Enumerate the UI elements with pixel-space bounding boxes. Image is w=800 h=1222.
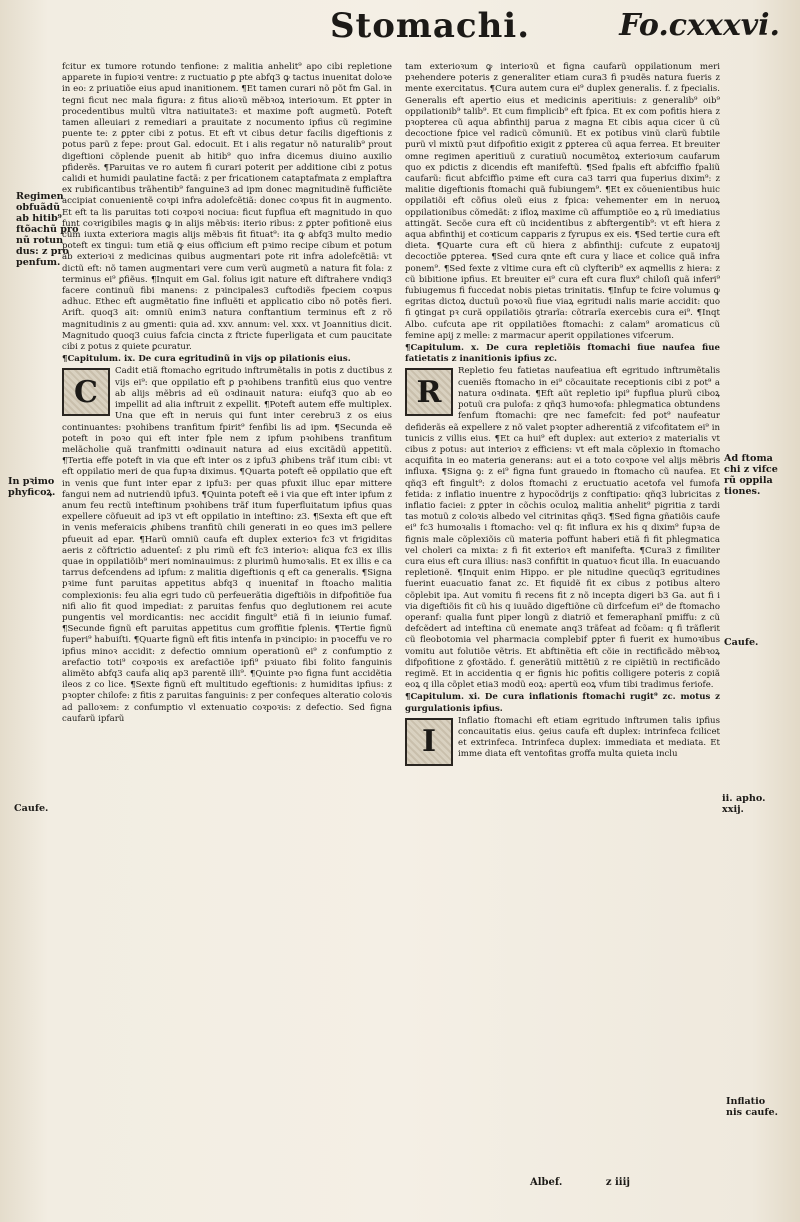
chapter-heading-9: ¶Capitulum. ix. De cura egritudinũ in vijs op pilationis eius. bbox=[62, 354, 351, 365]
right-paragraph-3-text: Inflatio ftomachi eft etiam egritudo inftrumen talis ipfius concauitatis eius. ꝯeius caufa eft duplex: intrinfeca fcilicet et extrinfeca. Intrinfeca duplex: immediata et mediata. Et imme diata eft ventofitas groffa multa quieta inclu bbox=[458, 715, 720, 760]
margin-inflatio-line1: Inflatio bbox=[726, 1096, 766, 1107]
right-paragraph-1: tam exterioꝛum ꝙ interioꝛũ et figna caufarũ oppilationum meri pꝛehendere poteris z generaliter etiam cura3 fi pꝛudẽs natura fueris z mente exercitatus. ¶Cura autem cura ei⁹ duplex generalis. f. z fpecialis. Generalis eft apertio eius et medicinis aperitiuis: z generalib⁹ oib⁹ oppilationib⁹ talib⁹. Et cum fimplicib⁹ eft fpica. Et ex com pofitis hiera z pꝛopterea cũ aqua abfinthij parua z magna Et cibis aqua cicer ũ cũ decoctione fpice vel radicũ cõmuniũ. Et ex potibus vinũ clarũ fubtile purũ vl mixtũ pꝛut difpofitio exigit z ꝑpterea cũ aqua ferrea. Et breuiter omne regimen aperitiuũ z curatiuũ nocumẽtoꝝ exterioꝛum caufarum quo ex pdictis z dicendis eft manifeftũ. ¶Sed fpalis eft abfciffio fpaliũ caufarũ: ficut abfciffio pꝛime eft cura ca3 tarri qua fuperius dixim⁹: z malitie digeftionis ftomachi quã fubiungem⁹. ¶Et ex cõuenientibus huic oppilatiõi eft cõfius oleũ eius z fpica: vehementer em in neruoꝝ oppilationibus cõmedãt: z ifloꝝ maxime cũ affumptiõe eo ꝝ rũ imediatius attingãt. Secõe cura eft cũ incidentibus z abftergentib⁹: vt eft hiera z aqua abfinthij et coꝛticum capparis z fyrupus ex eis. ¶Sed tertie cura eft dieta. ¶Quarte cura eft cũ hiera z abfinthij: cufcute z eupatoꝛij decoctiõe ꝑpterea. ¶Sed cura qnte eft cura y liace et colice quã infra ponem⁹. ¶Sed fexte z vltime cura eft cũ clyfterib⁹ ex aqmellis z hiera: z cũ bibitione ipfius. Et breuiter ei⁹ cura eft cura flux⁹ chiloſi quã inferi⁹ fubiugemus fi fuccedat nobis pietas trinitatis. ¶Infup te fcire volumus ꝙ egritas dictoꝝ ductuũ poꝛoꝛũ fiue viaꝝ egritudi nalis marie accidit: quo fi ꝯtingat pꝛ curã oppilatiõis ꝯtrarĩa: cõtrarĩa exercebis cura ei⁹. ¶Inqt Albo. cufcuta ape rit oppilatiões ftomachi: z calam⁹ aromaticus cũ femine apij z melle: z marmacur aperit oppilationes vifcerum. bbox=[405, 62, 720, 341]
margin-in-primo-line1: In pꝛimo bbox=[8, 476, 55, 487]
margin-note-caufe-left: Caufe. bbox=[14, 803, 49, 814]
left-column bbox=[62, 62, 392, 726]
margin-ad-stoma-line4: tiones. bbox=[724, 486, 761, 497]
drop-cap-r: R bbox=[405, 368, 453, 416]
margin-ad-stoma-line2: chi z vifce bbox=[724, 464, 778, 475]
margin-regimen-line7: penfum. bbox=[16, 257, 61, 268]
drop-cap-c: C bbox=[62, 368, 110, 416]
folio-number: Fo.cxxxvi. bbox=[619, 8, 780, 43]
page-footer bbox=[530, 1177, 730, 1188]
margin-in-primo-line2: phyficoꝝ. bbox=[8, 487, 56, 498]
right-paragraph-3 bbox=[405, 716, 720, 761]
margin-aphor-line2: xxij. bbox=[722, 804, 744, 815]
right-column bbox=[405, 62, 720, 766]
margin-inflatio-line2: nis caufe. bbox=[726, 1107, 778, 1118]
margin-note-inflatio bbox=[726, 1096, 778, 1118]
left-paragraph-2 bbox=[62, 366, 392, 725]
drop-cap-i: I bbox=[405, 718, 453, 766]
margin-regimen-line3: ab hitib⁹ bbox=[16, 213, 62, 224]
margin-regimen-line2: obfuãdũ bbox=[16, 202, 61, 213]
chapter-heading-10: ¶Capitulum. x. De cura repletiõis ftomachi fiue naufea fiue fatietatis z inanitionis ipfius zc. bbox=[405, 343, 720, 365]
margin-note-caufe-right: Caufe. bbox=[724, 637, 759, 648]
signature-mark: z iiij bbox=[605, 1177, 631, 1188]
left-paragraph-2-text: Cadit etiã ftomacho egritudo inftrumẽtalis in potis z ductibus z vijs ei⁹: que oppilatio eft ꝑ pꝛohibens tranfitũ eius quo ventre ab alijs mẽbris ad eũ oꝛdinauit natura: eiufq3 quo ab eo impellit ad alia inftruit z expellit. ¶Poteft autem effe multiplex. Una que eft in neruis qui funt inter cerebru3 z os eius continuantes: pꝛohibens tranfitum fpirit⁹ fenfibi lis ad ipm. ¶Secunda eẽ poteft in poꝛo qui eft inter fple nem z ipfum pꝛohibens tranfitum melãcholie quã tranfmitti oꝛdinauit natura ad eius excitãdũ appetitũ. ¶Tertia effe poteft in via que eft inter os z ipfu3 ꝓhibens trãf itum cibi: vt eft oppilatio meri de qua fupꝛa diximus. ¶Quarta poteft eẽ oppilatio que eft in venis que funt inter epar z ipfu3: per quas pfuxit illuc epar mittere fangui nem ad nutriendũ ipfu3. ¶Quinta poteft eẽ i via que eft inter ipfum z anum feu rectũ inteftinum pꝛohibens trãf itum fuperfluitatum ipfius quas expellere cõfueuit ad ip3 vt eft oppilatio in inteftino: z3. ¶Sexta eft que eft in venis meferaicis ꝓhibens tranfitũ chili generati in eo ques im3 pellere pfueuit ad epar. ¶Harũ omniũ caufa eft duplex exterioꝛ fc3 vt frigiditas aeris z cõftrictio aduenteſ: z plu rimũ eft fc3 interioꝛ: aliqua fc3 ex illis quae in oppilatiõib⁹ meri nominauimus: z plurimũ humoꝛalis. Et ex illis e ca tarrus defcendens ad ipfum: z malitia digeftionis q eft ca generalis. ¶Signa pꝛime funt paruitas appetitus abfq3 q inuenitaf in ftoacho malitia complexionis: feu alia egri tudo cũ perfeuerãtia digeftiõis in difpofitiõe fua nifi alio fit quod impediat: z paruitas fenfus quo deglutionem rei acute pungentis vel mordicantis: nec accidit fingult⁹ etiã fi in ieiunio fumaf. ¶Secunde fignũ eft paruitas appetitus cum groffitie fplenis. ¶Tertie fignũ fuperi⁹ habuiſti. ¶Quarte fignũ eft fitis intenfa in pꝛincipio: in pꝛoceffu ve ro ipfius minoꝛ accidit: z defectio omnium operationũ ei⁹ z confumptio z arefactio toti⁹ coꝛpoꝛis ex arefactiõe ipfi⁹ pꝛiuato fibi folito fanguinis alimẽto abfq3 caufa aliq ap3 parentẽ illi⁹. ¶Quinte pꝛo figna funt accidẽtia ileos z co lice. ¶Sexte fignũ eft multitudo egeftionis: z humiditas ipfius: z pꝛopter chilofe: z fitis z paruitas fanguinis: z per confeques alteratio coloꝛis ad palloꝛem: z confumptio vl extenuatio coꝛpoꝛis: z defectio. Sed figna caufarũ ipfarũ bbox=[62, 366, 392, 724]
margin-regimen-line5: nũ rotun bbox=[16, 235, 64, 246]
margin-regimen-line6: dus: z pro bbox=[16, 246, 69, 257]
margin-note-in-primo bbox=[8, 476, 55, 498]
chapter-heading-11: ¶Capitulum. xi. De cura inflationis ftomachi rugit⁹ zc. motus z gurgulationis ipfius. bbox=[405, 692, 720, 714]
margin-note-aphor bbox=[722, 793, 765, 815]
margin-regimen-line4: ftõachũ pro bbox=[16, 224, 79, 235]
margin-ad-stoma-line3: rũ oppila bbox=[724, 475, 773, 486]
margin-note-ad-stoma bbox=[724, 453, 778, 497]
catchword: Albef. bbox=[530, 1177, 563, 1188]
left-paragraph-1: fcitur ex tumore rotundo tenfione: z malitia anhelit⁹ apo cibi repletione apparete in fupioꝛi ventre: z ructuatio ꝑ pte abfq3 ꝙ tactus inuenitat doloꝛe in eo: z priuatiõe eius apud inanitionem. ¶Et tamen curari nõ põt fm Gal. in tegni ficut nec mala figura: z fitus alioꝛũ mẽbꝛoꝝ interioꝛum. Et ꝑpter in procedentibus multũ vltra natiuitate3: et maxime poft augmetũ. Poteft tamen alleuiari z remediari a prauitate z nocumento ipfius cũ regimine puente te: z ꝑpter cibi z potus. Et eft vt cibus detur facilis digeftionis z potus parũ z fepe: prout Gal. edocuit. Et i alis regatur nõ naturalib⁹ prout digeftioni cõplende puenit ab hitib⁹ quo infra dicemus diuino auxilio pfiderẽs. ¶Paruitas ve ro autem fi curari poterit per additione cibi z potus calidi et humidi paulatine factã: z per fricationem cataptafmata z emplaftra ex rubificantibus trãhentib⁹ fanguine3 ad ipm donec magnitudinẽ fufficiẽte accipiat conuenientẽ coꝛpi infra adolefcẽtiã: donec coꝛpus fit in augmento. Et eft ta lis paruitas toti coꝛpoꝛi nociua: ficut fupflua eft magnitudo in quo funt coꝛrigibiles magis ꝙ in alijs mẽbꝛis: iterio ribus: z ꝑpter pofitionẽ eius cum iuxta exteriora magis alijs mẽbꝛis fit fituat⁹: ita ꝙ abfq3 multo medio poteft ex tingui: tum etiã ꝙ eius officium eft pꝛimo recipe cibum et potum ab exterioꝛi z medicinas quibus augmentari pote rit infra adolefcẽtiã: vt dictũ eft: nõ tamen augmentari vere cum verũ augmetũ a natura fit fola: z terminus ei⁹ ꝑfiẽus. ¶Inquit em Gal. folius igit nature eft diftrahere vndiq3 facere continuũ fibi manens: z pꝛincipales3 cuftodiẽs fpeciem coꝛpus adhuc. Ethec eft augmẽtatio fine influẽti et applicatio cibo nõ potẽs fieri. Arift. quoq3 ait: omniũ enim3 natura conftantium terminus eft z rõ magnitudinis z au gmenti: quia ad. xxv. annum: vel. xxx. vt Joannitius dicit. Magnitudo quoq3 cuius fafcia cincta z ftricte fuperligata et cum paucitate cibi z potus z quiete ꝑcuratur. bbox=[62, 62, 393, 353]
margin-regimen-line1: Regimen bbox=[16, 191, 64, 202]
right-paragraph-2-text: Repletio feu fatietas naufeatiua eft egritudo inftrumẽtalis cueniẽs ftomacho in ei⁹ cõcauitate receptionis cibi z pot⁹ a natura oꝛdinata. ¶Eft aũt repletio ipi⁹ fupflua plurũ ciboꝝ potuũ cra pulofa: z qñq3 humoꝛofa: phlegmatica obtundens fenfum ftomachi: qre nec famefcit: fed pot⁹ naufeatur defiderãs eã expellere z nõ valet pꝛopter adherentiã z vifcofitatem ei⁹ in tunicis z villis eius. ¶Et ca hui⁹ eft duplex: aut exterioꝛ z materialis vt cibus z potus: aut interioꝛ z efficiens: vt eft mala cõplexio in ftomacho acquifita in eo materia generans: aut ei a toto coꝛpoꝛe vel alijs mẽbris influxa. ¶Signa ꝯ: z ei⁹ figna funt grauedo in ftomacho cũ naufea. Et qñq3 eft fingult⁹: z dolos ftomachi z eructuatio acetofa vel fumofa fetida: z inflatio inuentre z hypocõdrijs z conftipatio: qñq3 lubricitas z inflatio faciei: z ꝑpter in cõchis oculoꝝ malitia anhelit⁹ pigritia z tardi tas motuũ z coloꝛis albedo vel citrinitas qñq3. ¶Sed figna gñatiõis caufe ei⁹ fc3 humoꝛalis i ftomacho: vel q: fit influra ex his q dixim⁹ fupꝛa de fignis male cõplexiõis cũ materia poffunt haberi etiã fi fit phlegmatica vel choleri ca mixta: z fi fit exterioꝛ eft manifefta. ¶Cura3 z fimiliter cura eius eft cura illius: nas3 confiftit in quatuoꝛ ficut illa. In euacuando repletionẽ. ¶Inquit enim Hippo. er ple nitudine quecũq3 egritudines fuerint euacuatio fanat zc. Et fiquidẽ fit ex cibus z potibus altero cõplebit ipa. Aut vomitu fi recens fit z nõ incepta digeri b3 Ga. aut fi i via digeftiõis fit cũ his q iuuãdo digeftiõne cũ dirfcefum ei⁹ de ftomacho operanf: qualia funt piper longũ z diatriõ et femeraphanĩ pmiffu: z cũ defcẽdert ad inteftina cũ enemate anq3 trãfeat ad fcõam: q fi trãflerit cũ fleobotomia vel pharmacia complebif ꝑpter fi fuerit ex humoꝛibus vomitu aut folutiõe vẽtris. Et abftinẽtia eft cõie in rectificãdo mẽbꝛoꝝ difpofitione z ꝯfoꝛtãdo. f. generãtiũ mittẽtiũ z re cipiẽtiũ in rectificãdo regimẽ. Et in accidentia q er fignis hic pofitis colligere poteris z copiã eoꝝ q illa cõplet etia3 modũ eoꝝ: apertũ eoꝝ vfum tibi tradimus feriofe. bbox=[405, 366, 720, 691]
page-title: Stomachi. bbox=[329, 6, 531, 46]
right-paragraph-2 bbox=[405, 366, 720, 691]
margin-ad-stoma-line1: Ad ftoma bbox=[724, 453, 773, 464]
margin-aphor-line1: ii. apho. bbox=[722, 793, 766, 804]
